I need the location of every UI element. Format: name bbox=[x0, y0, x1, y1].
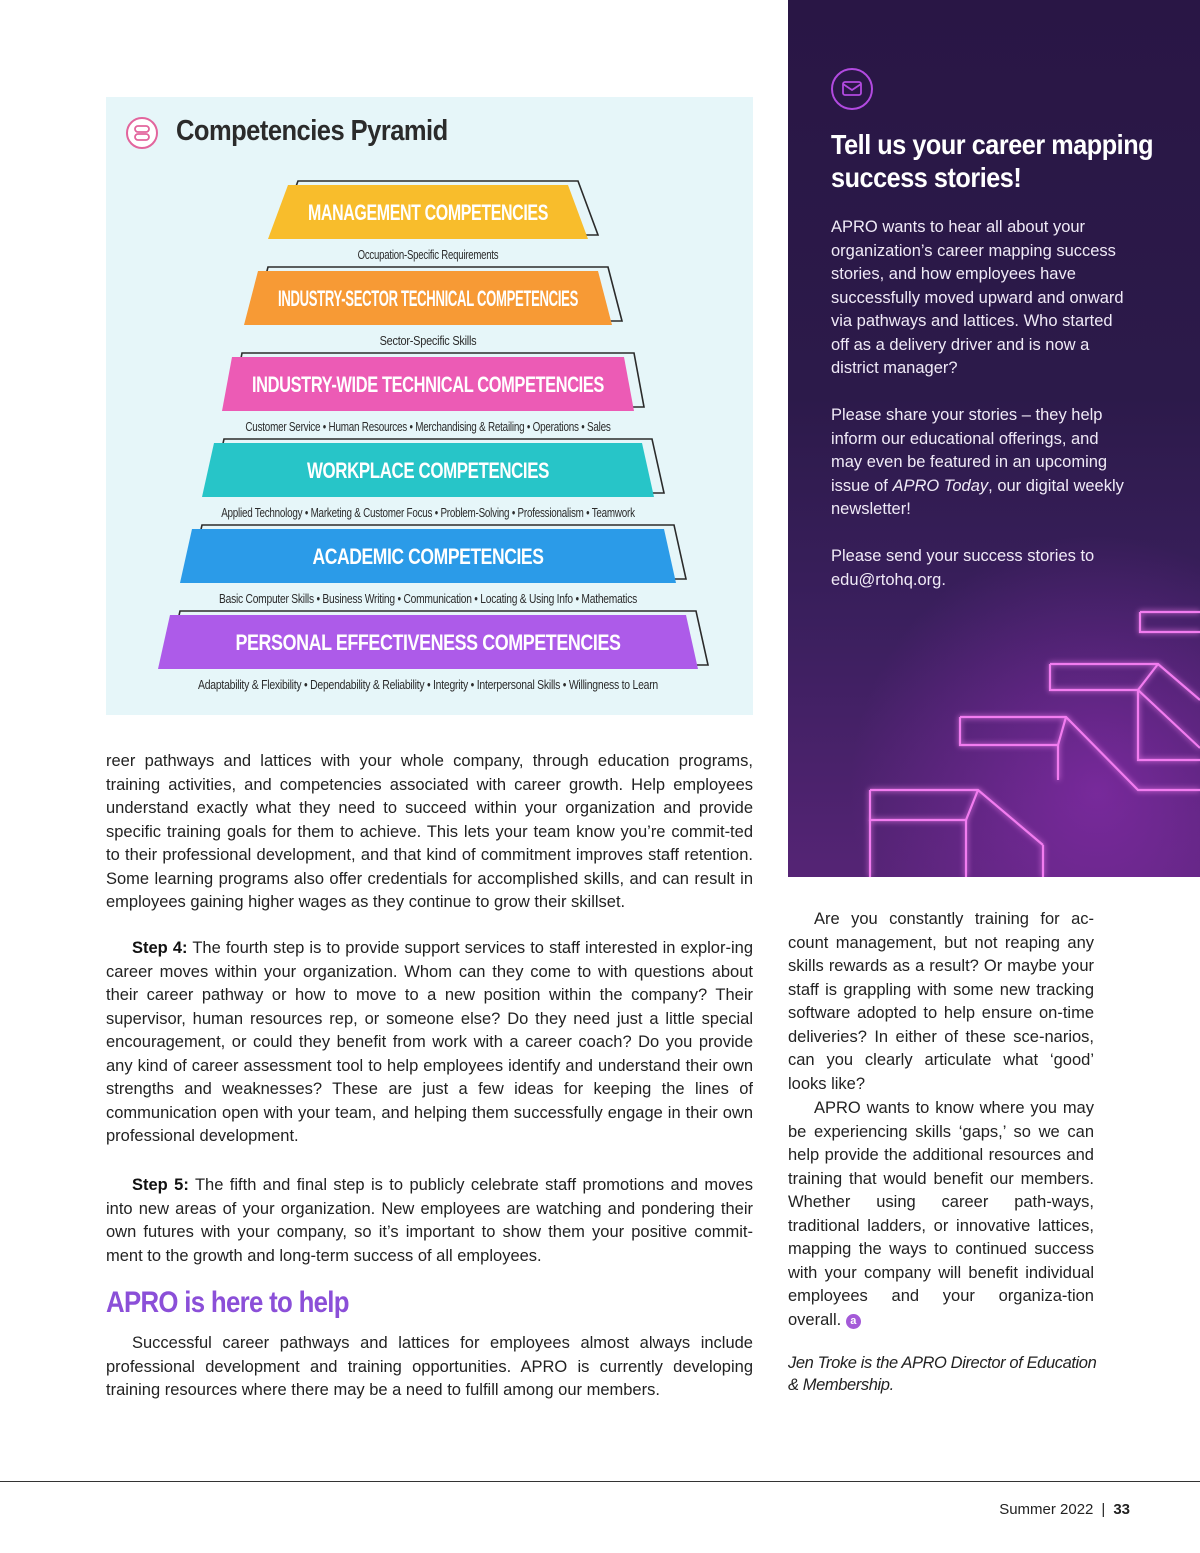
tier-label: INDUSTRY-WIDE TECHNICAL COMPETENCIES bbox=[252, 372, 604, 397]
tier-label: PERSONAL EFFECTIVENESS COMPETENCIES bbox=[235, 630, 621, 655]
sidebar-heading: Tell us your career mapping success stories! bbox=[831, 129, 1154, 193]
right-paragraph-2-text: APRO wants to know where you may be experiencing skills ‘gaps,’ so we can help provide the additional resources and training that would benefit our members. Whether using career path-ways, traditional ladders, or innovative lattices, mapping the ways to continued success with your company will benefit individual employees and your organiza-tion overall. bbox=[788, 1099, 1094, 1329]
step5-text: The fifth and final step is to publicly celebrate staff promotions and moves into new areas of your organization. New employees are watching and pondering their own futures with your company, so it’s important to show them your positive commit-ment to the growth and long-term success of all employees. bbox=[106, 1176, 753, 1265]
competencies-pyramid-panel bbox=[106, 97, 753, 715]
footer-separator: | bbox=[1101, 1501, 1106, 1518]
right-paragraph-1: Are you constantly training for ac-count management, but not reaping any skills rewards as a result? Or maybe your staff is grappling with some new tracking software adopted to help ensure on-time deliveries? In either of these sce-narios, can you clearly articulate what ‘good’ looks like? bbox=[788, 910, 1094, 1093]
tier-subtitle: Basic Computer Skills • Business Writing • Communication • Locating & Using Info • Mathematics bbox=[219, 591, 638, 606]
body-paragraph-intro: reer pathways and lattices with your whole company, through education programs, training activities, and competencies associated with career growth. Help employees understand exactly what they need to succeed within your organization and provide specific training goals for them to achieve. This lets your team know you’re commit-ted to their professional development, and that kind of commitment improves staff retention. Some learning programs also offer credentials for accomplished skills, and can result in employees gaining higher wages as they continue to grow their skillset. bbox=[106, 752, 753, 911]
tier-subtitle: Applied Technology • Marketing & Customer Focus • Problem-Solving • Professionalism • Teamwork bbox=[221, 505, 636, 520]
mail-icon bbox=[831, 68, 873, 110]
pyramid-title: Competencies Pyramid bbox=[176, 115, 448, 147]
sidebar-p2-before: Please share your stories – they help inform our educational offerings, and may even be featured in an upcoming issue of bbox=[831, 406, 1108, 495]
step5-label: Step 5: bbox=[132, 1176, 189, 1194]
section-heading-help: APRO is here to help bbox=[106, 1286, 349, 1319]
tier-subtitle: Adaptability & Flexibility • Dependability & Reliability • Integrity • Interpersonal Skills • Willingness to Learn bbox=[198, 677, 659, 692]
sidebar-callout bbox=[788, 0, 1200, 877]
tier-label: MANAGEMENT COMPETENCIES bbox=[308, 200, 548, 225]
right-paragraph-2 bbox=[788, 1097, 1094, 1332]
author-note: Jen Troke is the APRO Director of Education & Membership. bbox=[788, 1354, 1097, 1394]
step4-label: Step 4: bbox=[132, 939, 188, 957]
body-paragraph-help: Successful career pathways and lattices for employees almost always include professional development and training opportunities. APRO is currently developing training resources where there may be a need to fulfill among our members. bbox=[106, 1334, 753, 1399]
sidebar-paragraph-1: APRO wants to hear all about your organization’s career mapping success stories, and how employees have successfully moved upward and onward via pathways and lattices. Who started off as a delivery driver and is now a district manager? bbox=[831, 218, 1124, 377]
sidebar-paragraph-3: Please send your success stories to edu@rtohq.org. bbox=[831, 547, 1095, 589]
page-footer bbox=[999, 1501, 1130, 1518]
tier-label: INDUSTRY-SECTOR TECHNICAL COMPETENCIES bbox=[278, 286, 578, 311]
body-paragraph-step5 bbox=[106, 1174, 753, 1268]
tier-subtitle: Sector-Specific Skills bbox=[379, 333, 478, 348]
page-number: 33 bbox=[1113, 1501, 1130, 1518]
tier-label: ACADEMIC COMPETENCIES bbox=[312, 544, 544, 569]
tier-subtitle: Customer Service • Human Resources • Merchandising & Retailing • Operations • Sales bbox=[245, 419, 612, 434]
sidebar-p2-after: , our digital weekly newsletter! bbox=[831, 476, 1124, 518]
body-paragraph-step4 bbox=[106, 937, 753, 1149]
footer-rule bbox=[0, 1481, 1200, 1482]
issue-label: Summer 2022 bbox=[999, 1501, 1094, 1518]
tier-subtitle: Occupation-Specific Requirements bbox=[357, 247, 499, 262]
sidebar-paragraph-2 bbox=[831, 404, 1131, 522]
newsletter-name: APRO Today bbox=[892, 476, 989, 495]
pyramid-diagram bbox=[106, 97, 753, 715]
tier-label: WORKPLACE COMPETENCIES bbox=[307, 458, 549, 483]
end-mark-icon: a bbox=[846, 1314, 861, 1329]
step4-text: The fourth step is to provide support services to staff interested in explor-ing career moves within your organization. Whom can they come to with questions about their career pathway or how to move to a new position within the company? Their supervisor, human resources rep, or someone else? Do they need just a little special encouragement, or could they benefit from work with a career coach? Do you provide any kind of career assessment tool to help employees identify and understand their own strengths and weaknesses? These are just a few ideas for keeping the lines of communication open with your team, and helping them successfully engage in their own professional development. bbox=[106, 939, 753, 1145]
